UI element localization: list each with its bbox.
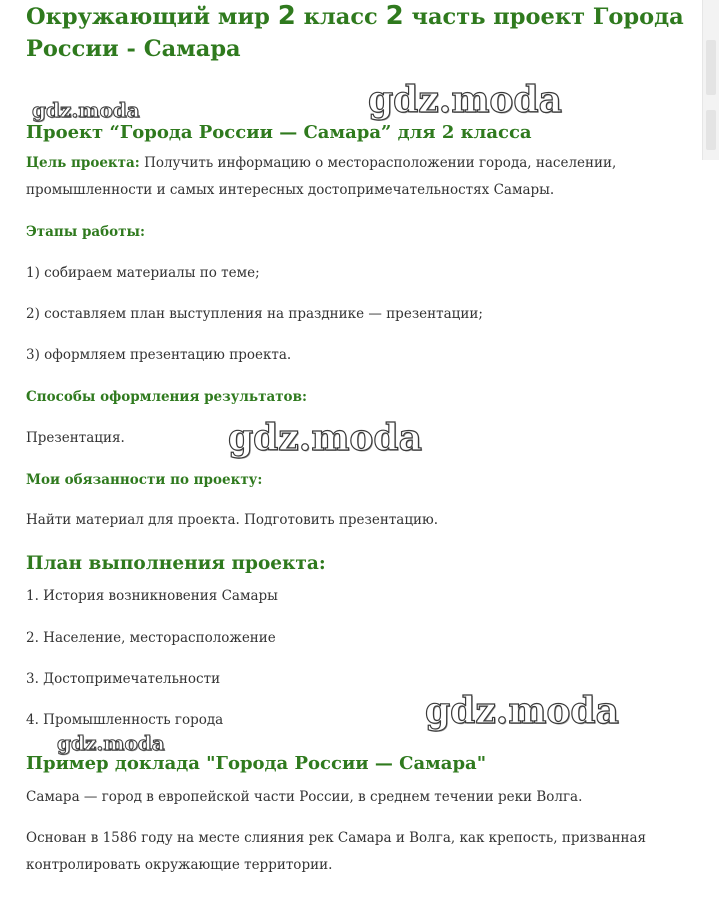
watermark-logo: gdz.moda — [425, 690, 619, 732]
stage-item: 3) оформляем презентацию проекта. — [26, 347, 292, 363]
stage-item: 2) составляем план выступления на празднике — презентации; — [26, 306, 483, 322]
stages-label: Этапы работы: — [26, 224, 146, 240]
report-heading: Пример доклада "Города России — Самара" — [26, 753, 487, 774]
scrollbar-segment — [706, 110, 716, 150]
plan-item: 4. Промышленность города — [26, 712, 224, 728]
watermark-logo: gdz.moda — [57, 731, 165, 755]
plan-heading: План выполнения проекта: — [26, 553, 326, 574]
scrollbar-track[interactable] — [702, 0, 719, 160]
title-part: класс — [295, 4, 386, 30]
duties-label: Мои обязанности по проекту: — [26, 472, 263, 488]
scrollbar-thumb[interactable] — [706, 40, 716, 95]
title-part: Окружающий мир — [26, 4, 278, 30]
page-title — [26, 0, 686, 65]
format-text: Презентация. — [26, 430, 125, 446]
watermark-logo: gdz.moda — [32, 98, 140, 122]
project-heading: Проект “Города России — Самара” для 2 класса — [26, 122, 532, 143]
plan-item: 1. История возникновения Самары — [26, 588, 278, 604]
report-paragraph: Самара — город в европейской части России, в среднем течении реки Волга. — [26, 789, 583, 805]
goal-text: Получить информацию о месторасположении города, населении, промышленности и самых интересных достопримечательностях Самары. — [26, 155, 617, 198]
watermark-logo: gdz.moda — [368, 79, 562, 121]
plan-item: 3. Достопримечательности — [26, 671, 221, 687]
goal-label: Цель проекта: — [26, 155, 140, 171]
plan-item: 2. Население, месторасположение — [26, 630, 276, 646]
title-part-volume: 2 — [385, 1, 404, 31]
stage-item: 1) собираем материалы по теме; — [26, 265, 260, 281]
duties-text: Найти материал для проекта. Подготовить презентацию. — [26, 512, 439, 528]
title-part: часть проект Города России - Самара — [26, 4, 684, 62]
watermark-logo: gdz.moda — [228, 417, 422, 459]
format-label: Способы оформления результатов: — [26, 389, 307, 405]
title-part-grade: 2 — [277, 1, 296, 31]
project-goal — [26, 150, 666, 204]
report-paragraph: Основан в 1586 году на месте слияния рек Самара и Волга, как крепость, призванная контролировать окружающие территории. — [26, 830, 647, 873]
